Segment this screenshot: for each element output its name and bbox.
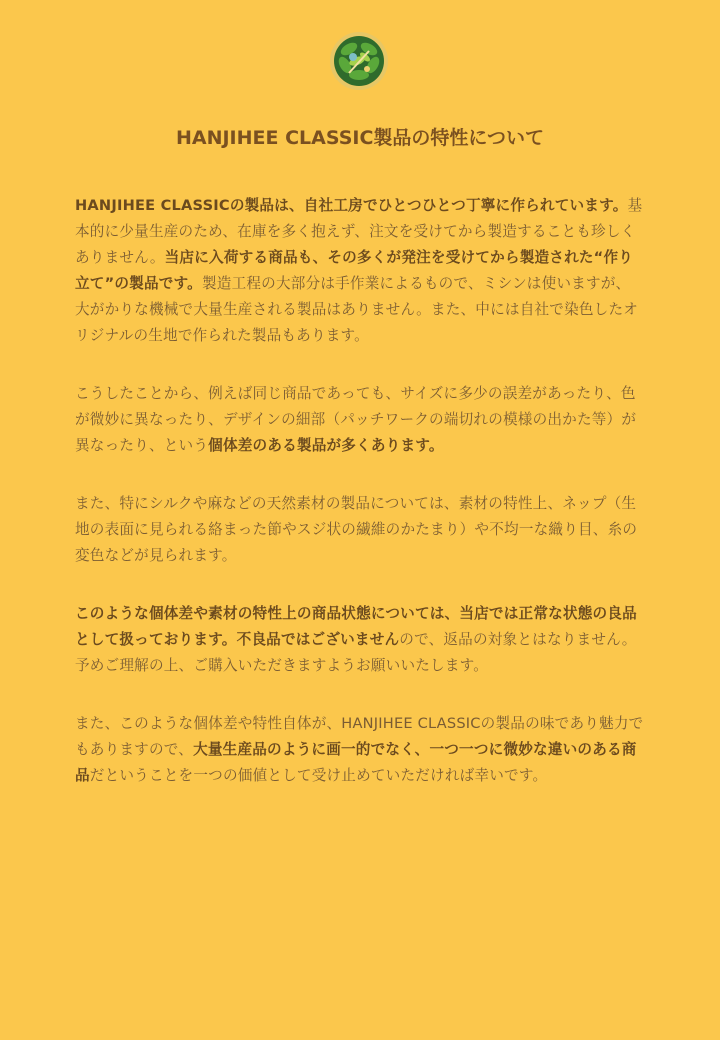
paragraph-2 <box>75 381 645 459</box>
paragraph-4 <box>75 601 645 679</box>
leaf-wreath-logo-icon <box>329 31 389 91</box>
emphasis-text: 大量生産品のように画一的でなく、一つ一つに微妙な違いのある商品 <box>75 741 637 784</box>
body-text: また、このような個体差や特性自体が、HANJIHEE CLASSICの製品の味であり魅力でもありますので、 <box>75 715 644 758</box>
body-text: だということを一つの価値として受け止めていただければ幸いです。 <box>89 767 548 784</box>
body-text: ので、返品の対象とはなりません。予めご理解の上、ご購入いただきますようお願いいたします。 <box>75 631 637 674</box>
body-text: 基本的に少量生産のため、在庫を多く抱えず、注文を受けてから製造することも珍しくありません。 <box>75 197 643 266</box>
paragraph-3 <box>75 491 645 569</box>
paragraph-5 <box>75 711 645 789</box>
paragraph-1 <box>75 193 645 349</box>
description-body <box>75 193 645 821</box>
emphasis-text: HANJIHEE CLASSICの製品は、自社工房でひとつひとつ丁寧に作られています。 <box>75 197 628 214</box>
body-text: また、特にシルクや麻などの天然素材の製品については、素材の特性上、ネップ（生地の表面に見られる絡まった節やスジ状の繊維のかたまり）や不均一な織り目、糸の変色などが見られます。 <box>75 495 638 564</box>
body-text: 製造工程の大部分は手作業によるもので、ミシンは使いますが、大がかりな機械で大量生産される製品はありません。また、中には自社で染色したオリジナルの生地で作られた製品もあります。 <box>75 275 639 344</box>
body-text: こうしたことから、例えば同じ商品であっても、サイズに多少の誤差があったり、色が微妙に異なったり、デザインの細部（パッチワークの端切れの模様の出かた等）が異なったり、という <box>75 385 637 454</box>
emphasis-text: 個体差のある製品が多くあります。 <box>208 437 444 454</box>
emphasis-text: 当店に入荷する商品も、その多くが発注を受けてから製造された“作り立て”の製品です。 <box>75 249 634 292</box>
page-title: HANJIHEE CLASSIC製品の特性について <box>175 127 545 149</box>
emphasis-text: このような個体差や素材の特性上の商品状態については、当店では正常な状態の良品として扱っております。不良品ではございません <box>75 605 637 648</box>
